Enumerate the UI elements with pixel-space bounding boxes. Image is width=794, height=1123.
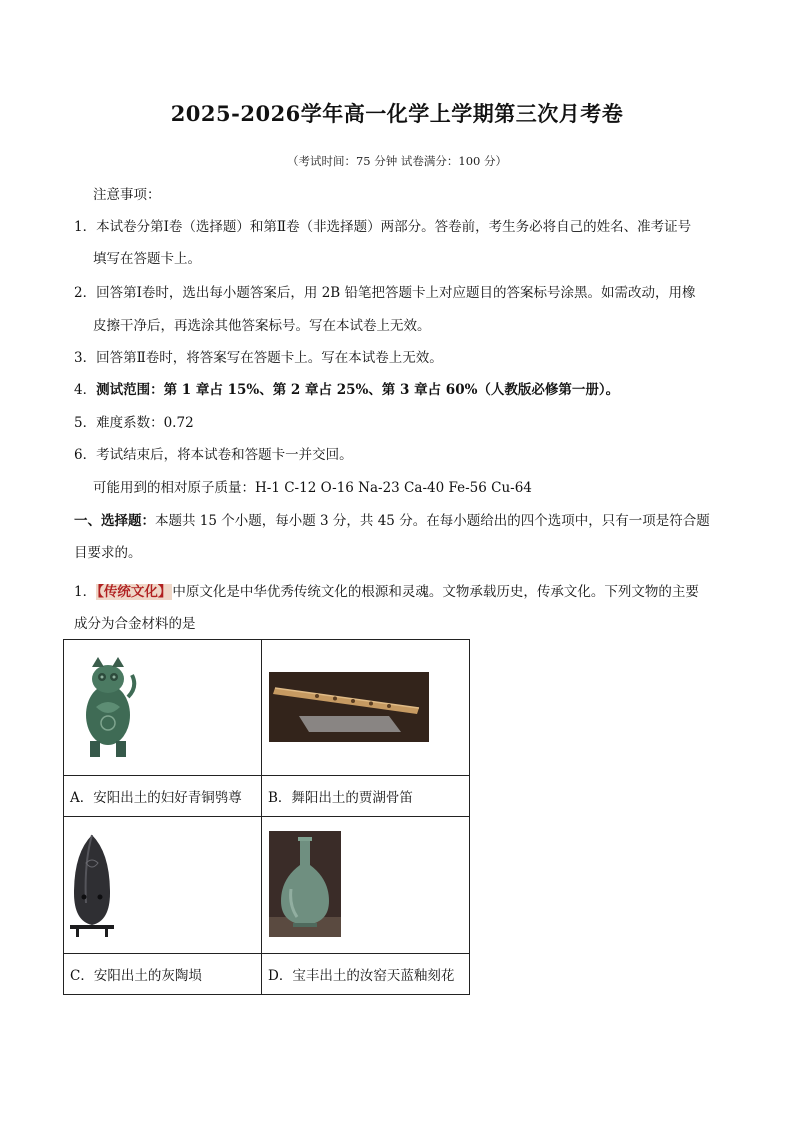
notice-item: [74, 349, 443, 367]
notice-number: 3．: [74, 350, 97, 366]
notice-text: 回答第Ⅱ卷时，将答案写在答题卡上。写在本试卷上无效。: [96, 350, 443, 366]
option-b[interactable]: B．舞阳出土的贾湖骨笛: [262, 776, 470, 817]
notice-text: 考试结束后，将本试卷和答题卡一并交回。: [96, 447, 353, 463]
notice-item: [74, 446, 353, 464]
notice-number: 1．: [74, 219, 97, 235]
notice-item: [74, 381, 619, 399]
atomic-masses: 可能用到的相对原子质量：H-1 C-12 O-16 Na-23 Ca-40 Fe-56 Cu-64: [93, 480, 532, 496]
notice-text: 难度系数：0.72: [96, 415, 194, 431]
option-c[interactable]: C．安阳出土的灰陶埙: [64, 954, 262, 995]
notice-item: [74, 414, 194, 432]
notice-number: 6．: [74, 447, 97, 463]
bone-flute-icon: [269, 672, 429, 742]
test-scope-text: 测试范围：第 1 章占 15%、第 2 章占 25%、第 3 章占 60%（人教版必修第一册）。: [96, 382, 620, 398]
notice-text: 本试卷分第Ⅰ卷（选择题）和第Ⅱ卷（非选择题）两部分。答卷前，考生务必将自己的姓名、准考证号: [96, 219, 692, 235]
option-a-image-cell: [64, 640, 262, 776]
notice-text: 回答第Ⅰ卷时，选出每小题答案后，用 2B 铅笔把答题卡上对应题目的答案标号涂黑。如需改动，用橡: [96, 285, 696, 301]
exam-subtitle: （考试时间：75 分钟 试卷满分：100 分）: [286, 154, 508, 168]
section-title: 一、选择题：: [74, 513, 155, 529]
option-d-image-cell: [262, 817, 470, 954]
option-a[interactable]: A．安阳出土的妇好青铜鸮尊: [64, 776, 262, 817]
notice-number: 4．: [74, 382, 97, 398]
question-stem: [74, 583, 699, 601]
option-d[interactable]: D．宝丰出土的汝窑天蓝釉刻花: [262, 954, 470, 995]
notice-number: 2．: [74, 285, 97, 301]
option-c-image-cell: [64, 817, 262, 954]
notice-number: 5．: [74, 415, 97, 431]
question-text-continued: 成分为合金材料的是: [74, 616, 196, 632]
notice-item: [74, 284, 696, 302]
notice-item: [74, 218, 691, 236]
notice-text-continued: 填写在答题卡上。: [93, 251, 201, 267]
section-description: 本题共 15 个小题，每小题 3 分，共 45 分。在每小题给出的四个选项中，只有一项是符合题: [155, 513, 710, 529]
section-header: [74, 512, 710, 530]
option-b-image-cell: [262, 640, 470, 776]
section-description-continued: 目要求的。: [74, 545, 142, 561]
ru-ware-vase-icon: [269, 831, 341, 937]
options-table: [63, 639, 470, 995]
exam-title: 2025-2026学年高一化学上学期第三次月考卷: [170, 101, 624, 126]
bronze-owl-zun-icon: [78, 657, 138, 759]
question-tag: 【传统文化】: [97, 584, 172, 600]
notice-heading: 注意事项：: [93, 187, 161, 203]
question-number: 1．: [74, 584, 97, 600]
question-text: 中原文化是中华优秀传统文化的根源和灵魂。文物承载历史，传承文化。下列文物的主要: [172, 584, 699, 600]
pottery-xun-icon: [70, 833, 114, 937]
notice-text-continued: 皮擦干净后，再选涂其他答案标号。写在本试卷上无效。: [93, 318, 431, 334]
